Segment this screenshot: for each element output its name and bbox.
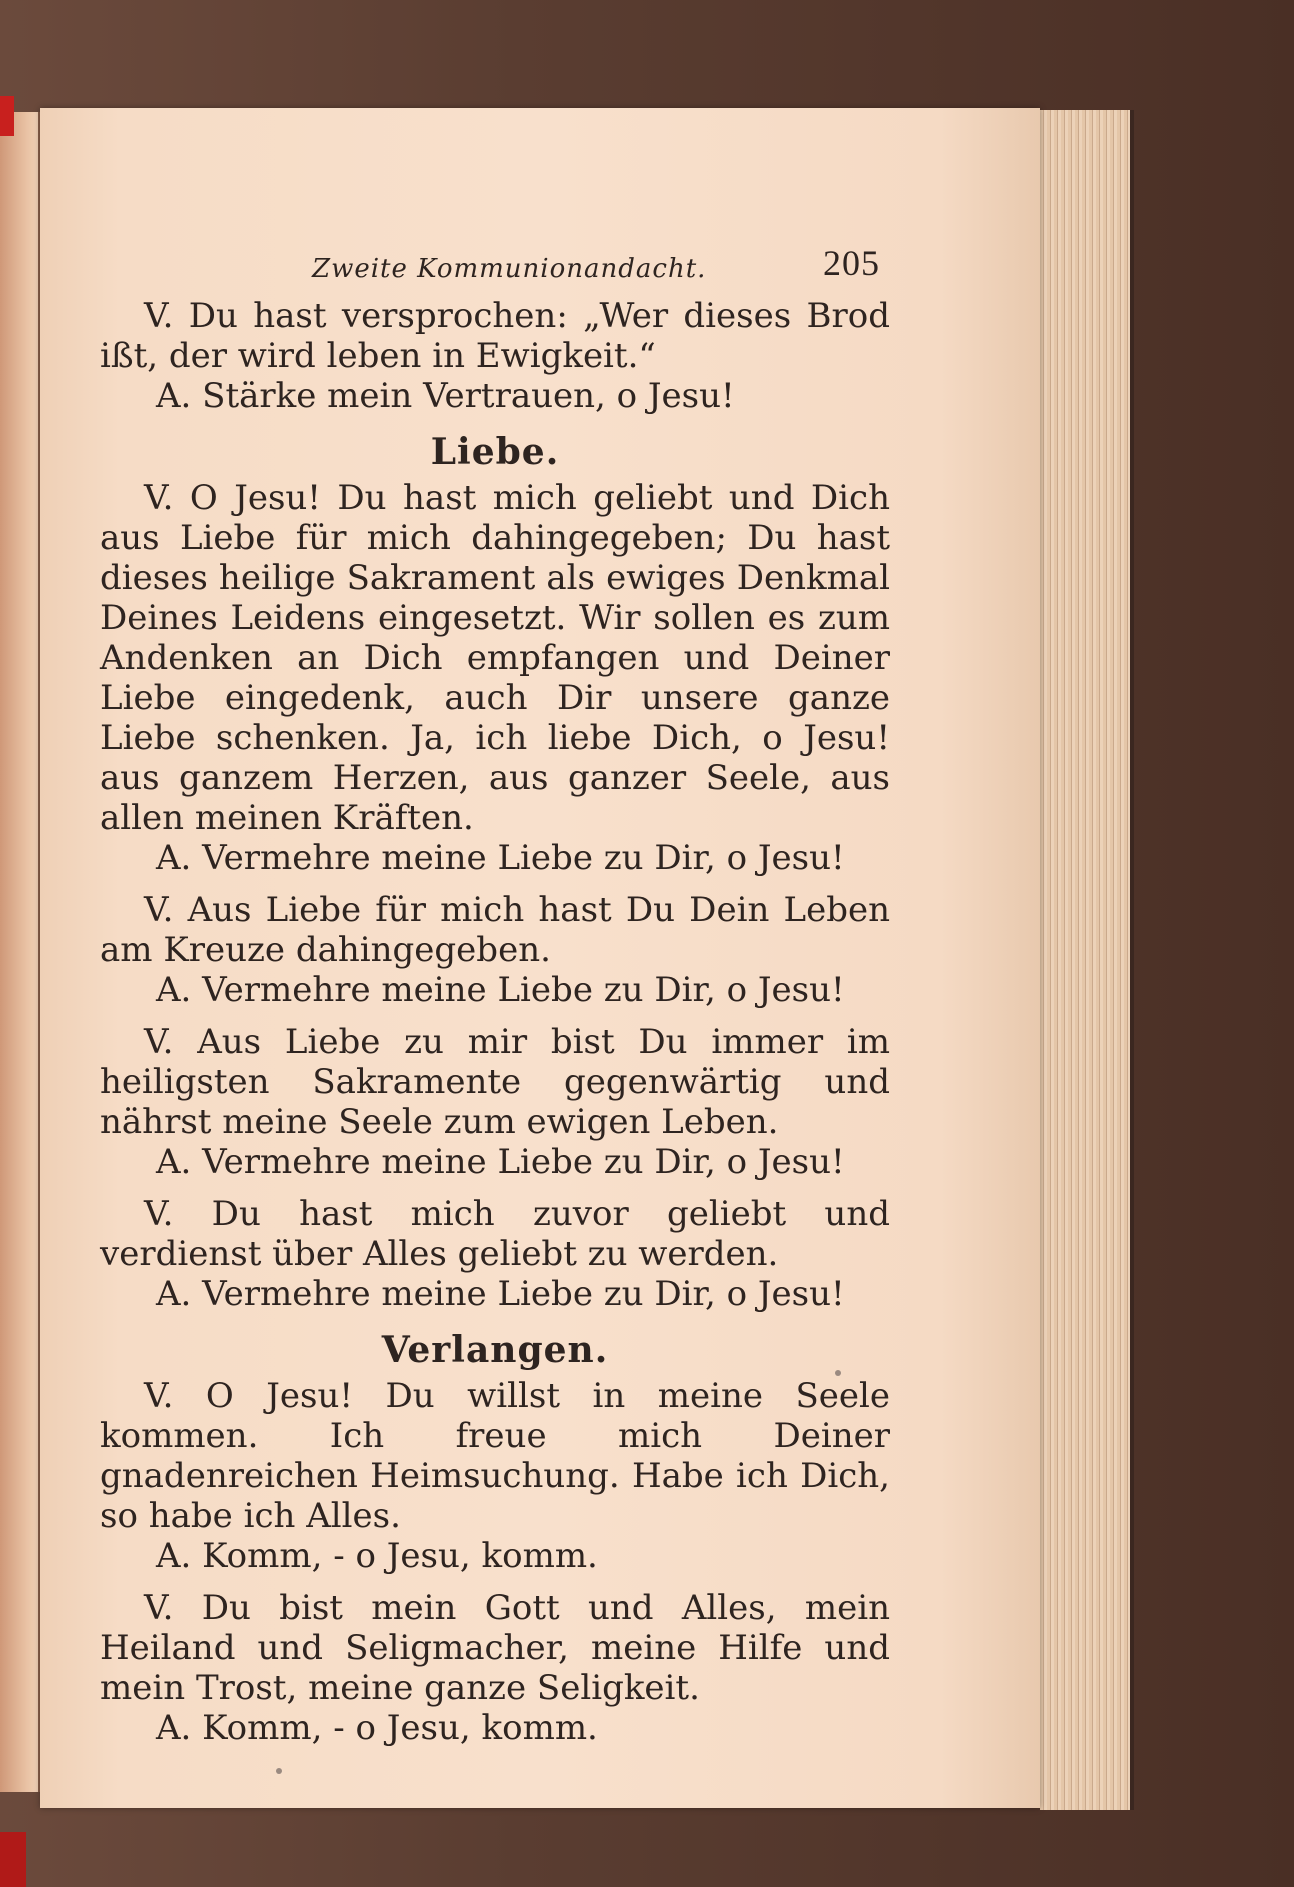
section-heading: Liebe. xyxy=(430,431,560,473)
section-liebe xyxy=(100,430,890,1314)
response: A. Komm, - o Jesu, komm. xyxy=(156,1536,598,1576)
running-head xyxy=(100,240,890,296)
response: A. Stärke mein Vertrauen, o Jesu! xyxy=(156,376,735,416)
response: A. Vermehre meine Liebe zu Dir, o Jesu! xyxy=(156,838,845,878)
versicle: V. O Jesu! Du willst in meine Seele kommen. Ich freue mich Deiner gnadenreichen Heimsuchung. Habe ich Dich, so habe ich Alles. xyxy=(100,1376,890,1536)
response: A. Vermehre meine Liebe zu Dir, o Jesu! xyxy=(156,970,845,1010)
page-text xyxy=(100,240,890,1760)
response: A. Komm, - o Jesu, komm. xyxy=(156,1708,598,1748)
versicle: V. Aus Liebe für mich hast Du Dein Leben am Kreuze dahingegeben. xyxy=(100,890,890,970)
versicle: V. O Jesu! Du hast mich geliebt und Dich aus Liebe für mich dahingegeben; Du hast dieses heilige Sakrament als ewiges Denkmal Deines Leidens eingesetzt. Wir sollen es zum Andenken an Dich empfangen und Deiner Liebe eingedenk, auch Dir unsere ganze Liebe schenken. Ja, ich liebe Dich, o Jesu! aus ganzem Herzen, aus ganzer Seele, aus allen meinen Kräften. xyxy=(100,478,890,838)
bookmark-ribbon-top xyxy=(0,96,14,136)
response: A. Vermehre meine Liebe zu Dir, o Jesu! xyxy=(156,1274,845,1314)
response: A. Vermehre meine Liebe zu Dir, o Jesu! xyxy=(156,1142,845,1182)
section-intro xyxy=(100,296,890,416)
versicle: V. Du hast versprochen: „Wer dieses Brod ißt, der wird leben in Ewigkeit.“ xyxy=(100,296,890,376)
versicle: V. Du bist mein Gott und Alles, mein Heiland und Seligmacher, meine Hilfe und mein Trost, meine ganze Seligkeit. xyxy=(100,1588,890,1708)
versicle: V. Du hast mich zuvor geliebt und verdienst über Alles geliebt zu werden. xyxy=(100,1194,890,1274)
section-verlangen xyxy=(100,1328,890,1748)
running-title: Zweite Kommunionandacht. xyxy=(312,254,707,284)
page-block-edges xyxy=(1040,110,1134,1810)
section-heading: Verlangen. xyxy=(381,1329,609,1371)
paper-speck xyxy=(276,1768,282,1774)
previous-page-edge xyxy=(0,112,41,1792)
bookmark-ribbon-bottom xyxy=(0,1832,26,1887)
versicle: V. Aus Liebe zu mir bist Du immer im heiligsten Sakramente gegenwärtig und nährst meine Seele zum ewigen Leben. xyxy=(100,1022,890,1142)
page-number: 205 xyxy=(823,243,880,283)
